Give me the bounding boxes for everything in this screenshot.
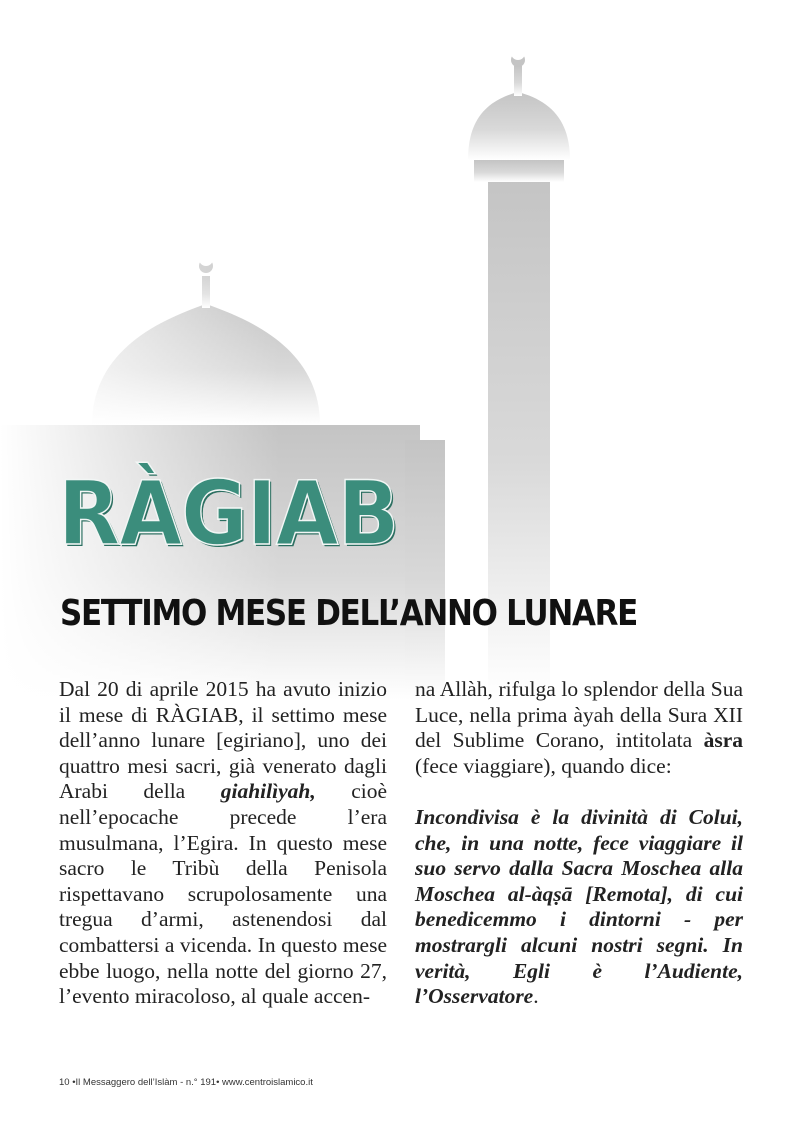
left-text-part2: cioè nell’epocache precede l’era musulmana, l’Egira. In questo mese sacro le Tribù della Penisola rispettavano scrupolosamente una tregua d’armi, astenendosi dal combattersi a vicenda. In questo mese ebbe luogo, nella notte del giorno 27, l’evento miracoloso, al quale accen- <box>59 779 387 1009</box>
page-footer: 10 •Il Messaggero dell’Islàm - n.° 191• www.centroislamico.it <box>59 1077 313 1088</box>
article-subtitle: SETTIMO MESE DELL’ANNO LUNARE <box>60 593 638 634</box>
article-title: RÀGIAB <box>58 462 399 565</box>
right-text-part2: (fece viaggiare), quando dice: <box>415 753 672 778</box>
right-text-part1: na Allàh, rifulga lo splendor della Sua Luce, nella prima àyah della Sura XII del Sublime Corano, intitolata <box>415 677 743 753</box>
quote-text: Incondivisa è la divinità di Colui, che, in una notte, fece viaggiare il suo servo dalla Sacra Moschea alla Moschea al-àqṣā [Remota], di cui benedicemmo i dintorni - per mostrargli alcuni nostri segni. In verità, Egli è l’Audiente, l’Osservatore <box>415 804 743 1009</box>
quran-quote <box>415 805 743 1010</box>
quote-end: . <box>533 984 539 1009</box>
article-left-column <box>59 677 387 1010</box>
article-right-column <box>415 677 743 1010</box>
left-column-paragraph <box>59 677 387 1010</box>
term-asra: àsra <box>703 728 743 753</box>
term-giahiliyah: giahilìyah, <box>220 779 316 804</box>
left-text-part1: Dal 20 di aprile 2015 ha avuto inizio il mese di RÀGIAB, il settimo mese dell’anno lunare [egiriano], uno dei quattro mesi sacri, già venerato dagli Arabi della <box>59 677 387 804</box>
right-column-paragraph <box>415 677 743 779</box>
